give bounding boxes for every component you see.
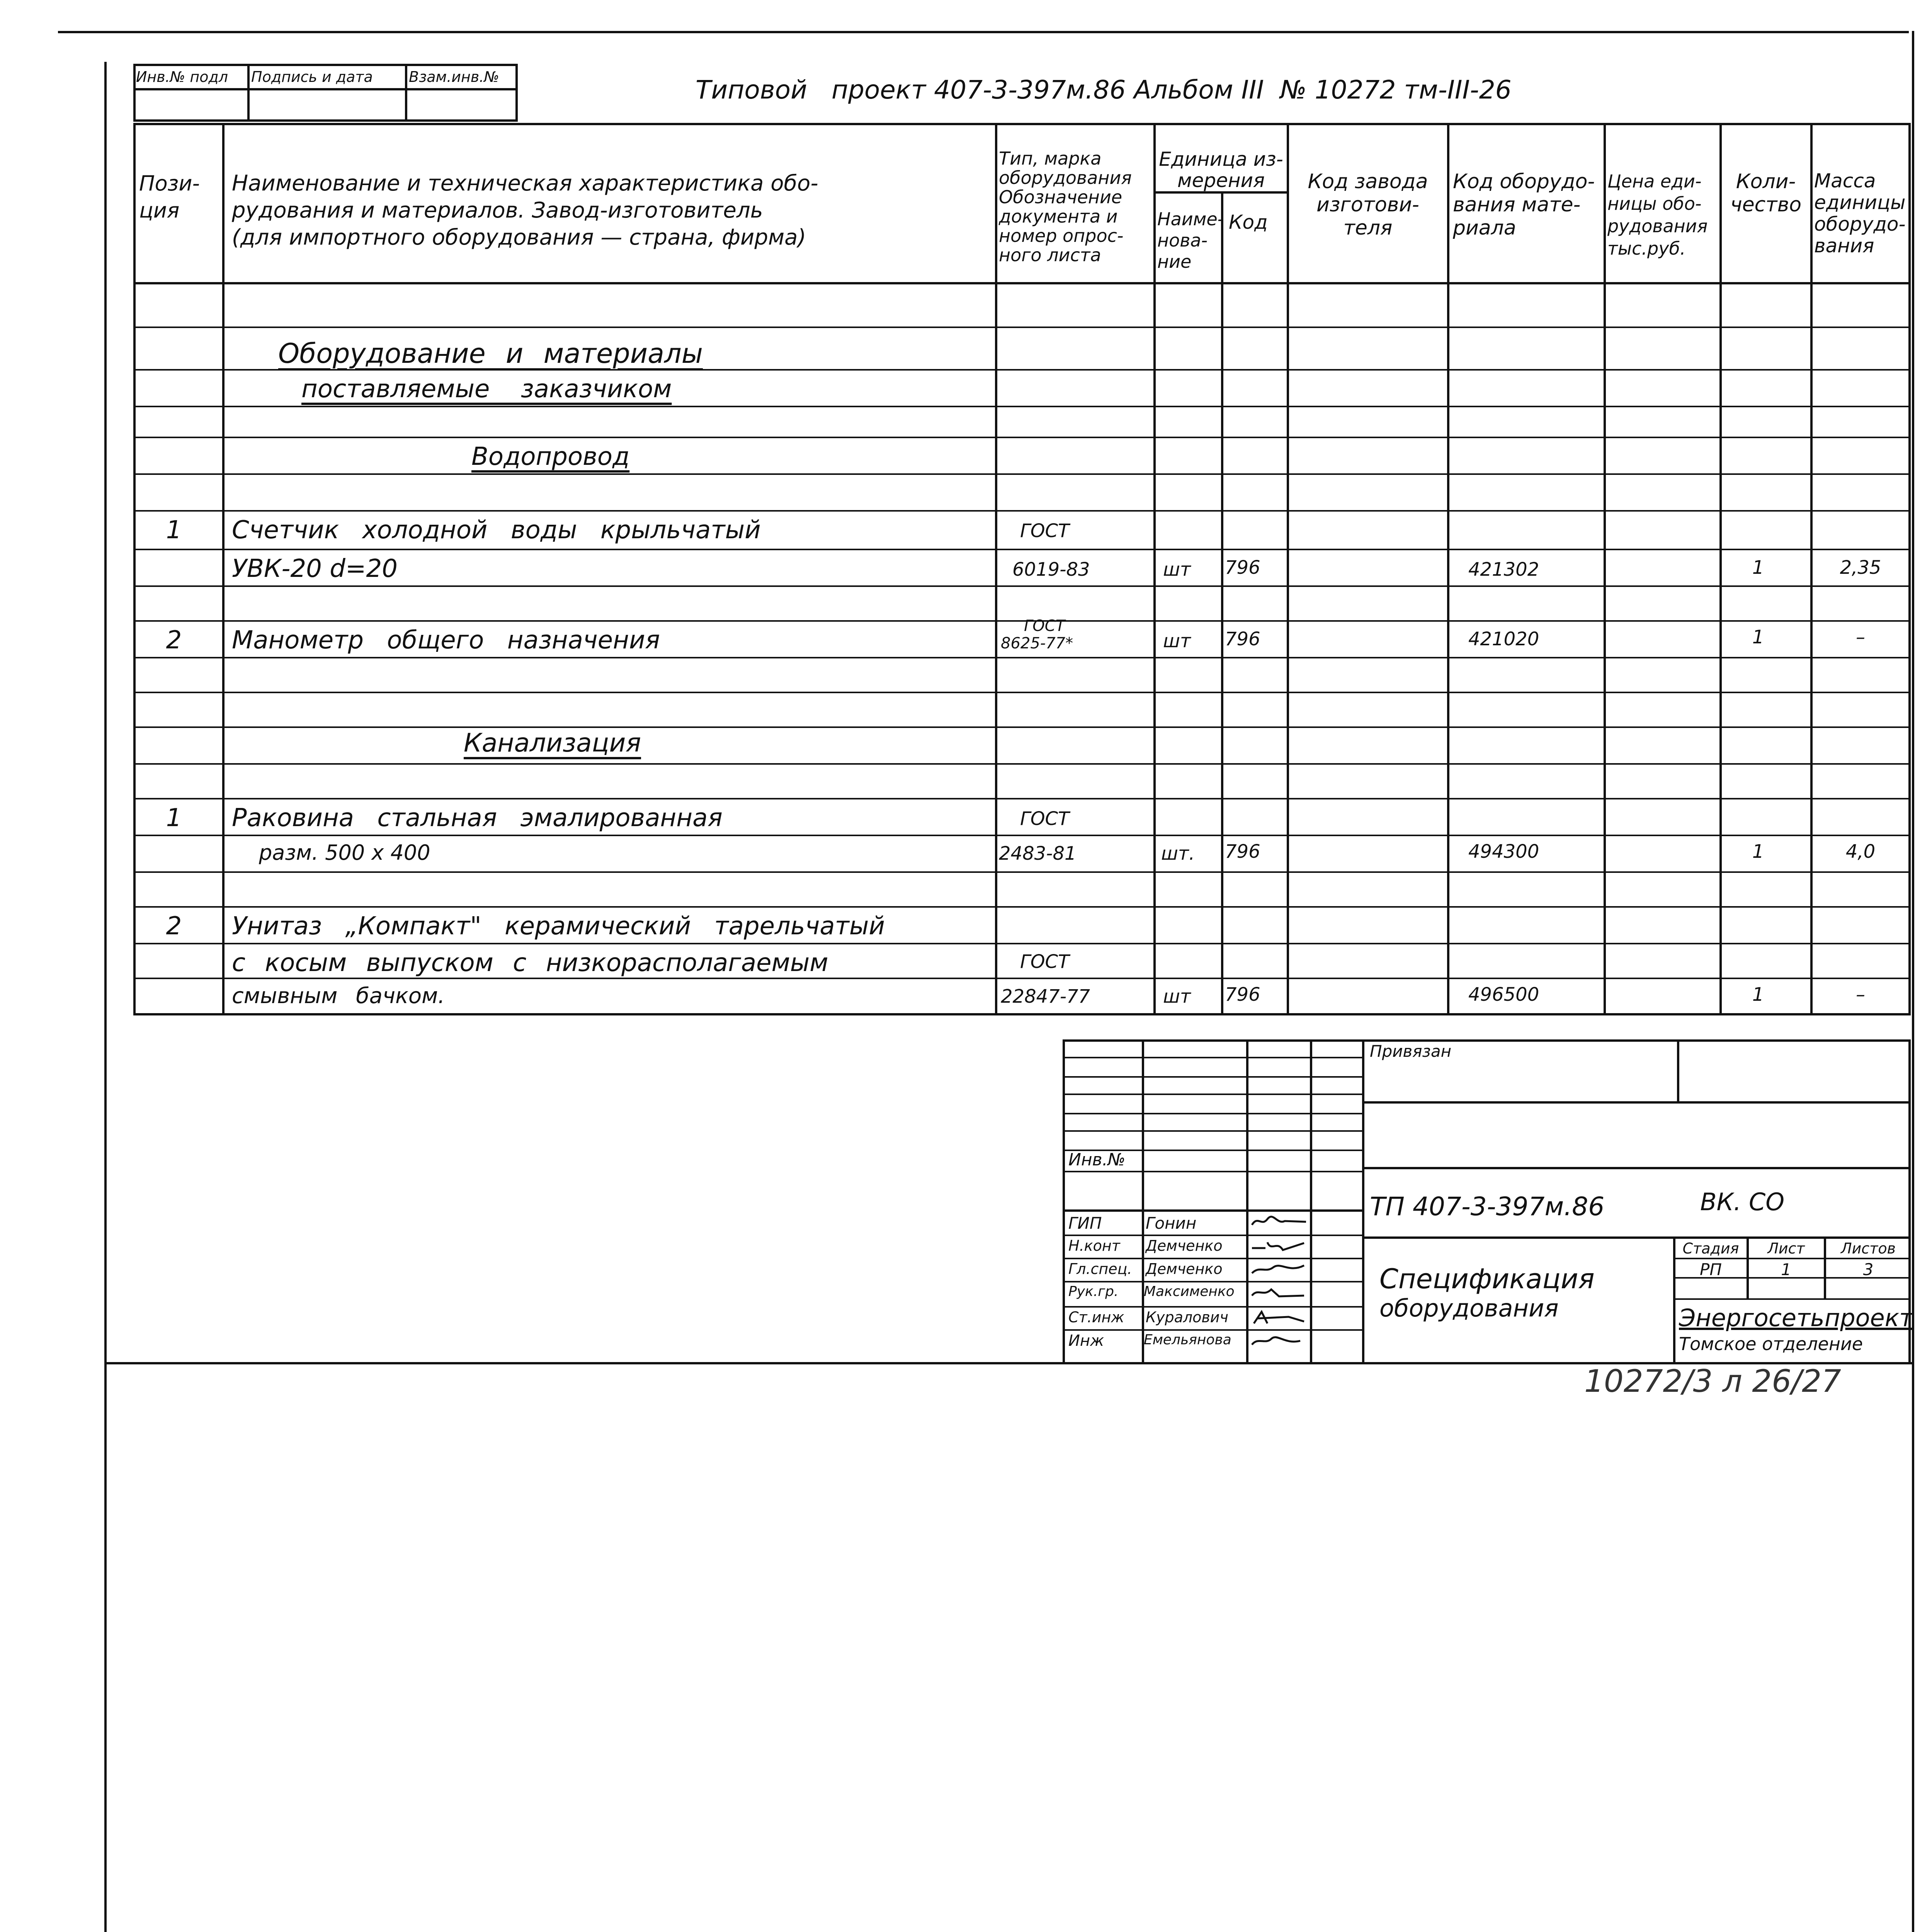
header-position: Пози- ция [139, 171, 200, 223]
row-8-qty: 1 [1752, 984, 1764, 1005]
row-8-name: смывным бачком. [232, 983, 445, 1009]
row-5-qty: 1 [1752, 841, 1764, 862]
top-rule [58, 31, 1909, 33]
row-8-mass: – [1856, 984, 1865, 1005]
row-3-type-a: ГОСТ [1024, 617, 1065, 635]
header-factory-code: Код завода изготови- теля [1308, 170, 1428, 240]
row-2-mass: 2,35 [1840, 557, 1881, 578]
tb-role-4: Рук.гр. [1068, 1284, 1119, 1299]
row-2-name: УВК-20 d=20 [232, 554, 398, 583]
tb-sheets: 3 [1863, 1260, 1874, 1279]
stamp-replace-inv: Взам.инв.№ [409, 68, 499, 85]
row-2-unit: шт [1163, 559, 1191, 580]
tb-name-4: Максименко [1144, 1284, 1235, 1299]
row-3-type: 8625-77* [1001, 634, 1073, 652]
signature-5 [1250, 1310, 1308, 1325]
header-equip-code: Код оборудо- вания мате- риала [1453, 170, 1595, 240]
tb-org: Энергосетьпроект [1679, 1304, 1913, 1332]
tb-stage: РП [1700, 1260, 1722, 1279]
signature-1 [1250, 1213, 1308, 1229]
tb-name-3: Демченко [1146, 1260, 1223, 1277]
tb-role-3: Гл.спец. [1068, 1260, 1132, 1277]
row-8-equip: 496500 [1468, 984, 1539, 1005]
tb-name-1: Гонин [1146, 1214, 1197, 1233]
header-qty: Коли- чество [1730, 170, 1802, 216]
row-8-type: 22847-77 [1001, 986, 1090, 1007]
row-8-code: 796 [1225, 984, 1260, 1005]
row-3-qty: 1 [1752, 626, 1764, 648]
row-5-unit: шт. [1161, 843, 1195, 864]
row-1-type: ГОСТ [1020, 520, 1070, 542]
row-5-code: 796 [1225, 841, 1260, 862]
signature-3 [1250, 1262, 1308, 1277]
tb-doc-code: ТП 407-3-397м.86 [1370, 1192, 1605, 1221]
right-frame [1912, 31, 1914, 1932]
row-5-equip: 494300 [1468, 841, 1539, 862]
row-3-code: 796 [1225, 628, 1260, 650]
tb-sheets-label: Листов [1841, 1240, 1896, 1257]
header-mass: Масса единицы оборудо- вания [1814, 170, 1906, 257]
stamp-inv-no: Инв.№ подл [136, 68, 228, 85]
row-4-type: ГОСТ [1020, 808, 1070, 830]
tb-attached: Привязан [1370, 1042, 1452, 1061]
row-7-type: ГОСТ [1020, 951, 1070, 973]
row-4-pos: 1 [166, 804, 182, 832]
signature-2 [1250, 1238, 1308, 1254]
row-2-type: 6019-83 [1012, 559, 1090, 580]
tb-inv-no: Инв.№ [1068, 1150, 1126, 1170]
row-5-type: 2483-81 [999, 843, 1077, 864]
tb-sheet-title-2: оборудования [1379, 1294, 1559, 1322]
tb-role-2: Н.конт [1068, 1237, 1120, 1254]
header-unit: Единица из- мерения [1159, 148, 1283, 192]
tb-role-5: Ст.инж [1068, 1309, 1124, 1326]
row-3-unit: шт [1163, 630, 1191, 652]
row-1-name: Счетчик холодной воды крыльчатый [232, 516, 761, 544]
tb-role-6: Инж [1068, 1332, 1104, 1350]
tb-role-1: ГИП [1068, 1214, 1102, 1233]
row-5-name: разм. 500 х 400 [259, 840, 430, 865]
project-title: Типовой проект 407-3-397м.86 Альбом III № 10272 тм-III-26 [696, 75, 1512, 105]
tb-name-5: Куралович [1146, 1309, 1228, 1326]
header-type-mark: Тип, марка оборудования Обозначение документа и номер опрос- ного листа [999, 148, 1132, 265]
handwritten-doc-number: 10272/3 л 26/27 [1584, 1363, 1841, 1399]
tb-name-6: Емельянова [1144, 1332, 1231, 1348]
tb-branch: Томское отделение [1679, 1333, 1863, 1354]
stamp-signature-date: Подпись и дата [251, 68, 373, 85]
tb-stage-label: Стадия [1682, 1240, 1739, 1257]
row-2-equip: 421302 [1468, 559, 1539, 580]
signature-4 [1250, 1285, 1308, 1300]
section-title-line2: поставляемые заказчиком [301, 375, 672, 403]
left-frame [104, 62, 107, 1932]
tb-name-2: Демченко [1146, 1237, 1223, 1254]
row-3-equip: 421020 [1468, 628, 1539, 650]
tb-doc-mark: ВК. СО [1700, 1188, 1785, 1216]
row-6-name: Унитаз „Компакт" керамический тарельчатый [232, 912, 885, 940]
row-3-pos: 2 [166, 626, 182, 655]
signature-6 [1250, 1333, 1308, 1349]
row-8-unit: шт [1163, 986, 1191, 1007]
section-sewer: Канализация [464, 728, 641, 758]
row-1-pos: 1 [166, 516, 182, 544]
row-2-qty: 1 [1752, 557, 1764, 578]
tb-sheet-title-1: Спецификация [1379, 1263, 1595, 1295]
tb-sheet: 1 [1781, 1260, 1791, 1279]
row-7-name: с косым выпуском с низкорасполагаемым [232, 949, 828, 977]
section-title-line1: Оборудование и материалы [278, 338, 703, 369]
row-2-code: 796 [1225, 557, 1260, 578]
row-5-mass: 4,0 [1845, 841, 1876, 862]
row-6-pos: 2 [166, 912, 182, 940]
header-unit-code: Код [1229, 211, 1268, 233]
header-price: Цена еди- ницы обо- рудования тыс.руб. [1607, 171, 1708, 259]
row-3-name: Манометр общего назначения [232, 626, 660, 655]
row-3-mass: – [1856, 626, 1865, 648]
header-unit-name: Наиме- нова- ние [1157, 209, 1224, 272]
tb-sheet-label: Лист [1767, 1240, 1805, 1257]
header-name: Наименование и техническая характеристика обо- рудования и материалов. Завод-изготовитель (для импортного оборудования — страна, фирма) [232, 171, 818, 250]
row-4-name: Раковина стальная эмалированная [232, 804, 723, 832]
section-water: Водопровод [471, 442, 630, 471]
